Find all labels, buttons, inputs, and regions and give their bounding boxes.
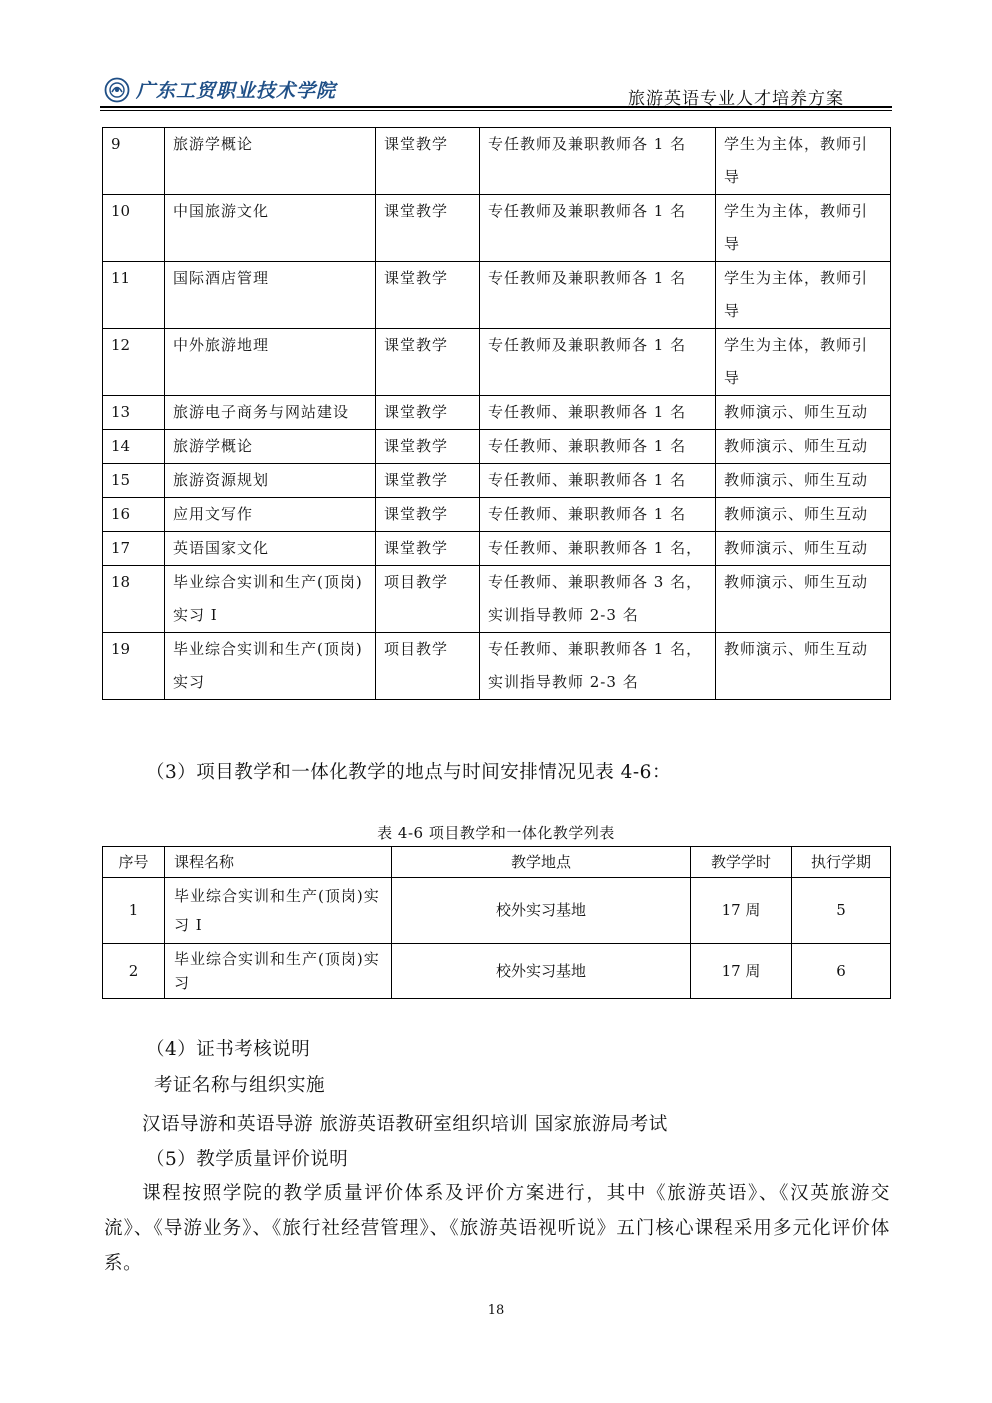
table-row [103, 195, 891, 262]
row-number: 17 [103, 532, 165, 566]
teaching-method: 项目教学 [376, 566, 480, 633]
table-row [103, 878, 891, 944]
course-name: 毕业综合实训和生产(顶岗)实习 I [165, 566, 376, 633]
teacher-allocation: 专任教师、兼职教师各 1 名 [480, 498, 716, 532]
header-location: 教学地点 [392, 847, 691, 878]
table-row [103, 396, 891, 430]
teaching-method: 课堂教学 [376, 430, 480, 464]
row-number: 2 [103, 944, 165, 999]
course-name: 应用文写作 [165, 498, 376, 532]
teaching-mode: 学生为主体，教师引导 [716, 329, 891, 396]
table-row [103, 430, 891, 464]
teaching-hours: 17 周 [691, 944, 792, 999]
teacher-allocation: 专任教师、兼职教师各 1 名 [480, 396, 716, 430]
row-number: 15 [103, 464, 165, 498]
section-4-subheading: 考证名称与组织实施 [154, 1075, 326, 1096]
course-name: 国际酒店管理 [165, 262, 376, 329]
row-number: 18 [103, 566, 165, 633]
table-row [103, 566, 891, 633]
teaching-method: 课堂教学 [376, 532, 480, 566]
school-emblem-icon [104, 77, 130, 103]
course-name: 毕业综合实训和生产(顶岗)实习 [165, 944, 392, 999]
teacher-allocation: 专任教师、兼职教师各 3 名，实训指导教师 2-3 名 [480, 566, 716, 633]
certificate-line: 汉语导游和英语导游 旅游英语教研室组织培训 国家旅游局考试 [142, 1114, 668, 1135]
header-hours: 教学学时 [691, 847, 792, 878]
school-logo [104, 76, 336, 103]
execution-term: 5 [792, 878, 891, 944]
header-term: 执行学期 [792, 847, 891, 878]
page-number: 18 [487, 1303, 505, 1318]
section-4-heading: （4）证书考核说明 [146, 1039, 311, 1060]
teacher-allocation: 专任教师及兼职教师各 1 名 [480, 329, 716, 396]
teaching-mode: 学生为主体，教师引导 [716, 262, 891, 329]
teaching-mode: 教师演示、师生互动 [716, 464, 891, 498]
table-row [103, 329, 891, 396]
section-5-body-text: 课程按照学院的教学质量评价体系及评价方案进行，其中《旅游英语》、《汉英旅游交流》、《导游业务》、《旅行社经营管理》、《旅游英语视听说》五门核心课程采用多元化评价体系。 [104, 1183, 890, 1274]
school-name: 广东工贸职业技术学院 [136, 80, 337, 102]
teacher-allocation: 专任教师及兼职教师各 1 名 [480, 128, 716, 195]
row-number: 10 [103, 195, 165, 262]
course-name: 中国旅游文化 [165, 195, 376, 262]
course-name: 旅游资源规划 [165, 464, 376, 498]
teaching-method: 课堂教学 [376, 329, 480, 396]
row-number: 14 [103, 430, 165, 464]
teaching-method: 课堂教学 [376, 464, 480, 498]
header-rule-thick [100, 106, 892, 108]
execution-term: 6 [792, 944, 891, 999]
table-row [103, 262, 891, 329]
header-course: 课程名称 [165, 847, 392, 878]
table-row [103, 633, 891, 700]
teacher-allocation: 专任教师、兼职教师各 1 名 [480, 430, 716, 464]
teaching-mode: 学生为主体，教师引导 [716, 195, 891, 262]
teaching-method: 课堂教学 [376, 262, 480, 329]
table-row [103, 532, 891, 566]
teaching-location: 校外实习基地 [392, 944, 691, 999]
table-row [103, 464, 891, 498]
teacher-allocation: 专任教师、兼职教师各 1 名，实训指导教师 2-3 名 [480, 633, 716, 700]
page-header [100, 70, 892, 108]
project-teaching-table [102, 846, 891, 999]
teaching-method: 课堂教学 [376, 195, 480, 262]
teaching-mode: 教师演示、师生互动 [716, 633, 891, 700]
row-number: 11 [103, 262, 165, 329]
teaching-mode: 教师演示、师生互动 [716, 396, 891, 430]
table-header-row [103, 847, 891, 878]
teaching-method: 课堂教学 [376, 498, 480, 532]
course-teaching-table [102, 127, 891, 700]
row-number: 9 [103, 128, 165, 195]
table-row [103, 498, 891, 532]
teacher-allocation: 专任教师及兼职教师各 1 名 [480, 262, 716, 329]
row-number: 13 [103, 396, 165, 430]
teaching-hours: 17 周 [691, 878, 792, 944]
table-row [103, 944, 891, 999]
course-name: 旅游电子商务与网站建设 [165, 396, 376, 430]
course-name: 毕业综合实训和生产(顶岗)实习 I [165, 878, 392, 944]
section-5-heading: （5）教学质量评价说明 [146, 1149, 349, 1170]
course-name: 英语国家文化 [165, 532, 376, 566]
section-3-heading: （3）项目教学和一体化教学的地点与时间安排情况见表 4-6： [146, 762, 671, 783]
row-number: 1 [103, 878, 165, 944]
teaching-mode: 教师演示、师生互动 [716, 430, 891, 464]
teaching-method: 课堂教学 [376, 396, 480, 430]
document-title: 旅游英语专业人才培养方案 [628, 89, 844, 109]
teaching-method: 项目教学 [376, 633, 480, 700]
teaching-location: 校外实习基地 [392, 878, 691, 944]
section-5-body [104, 1176, 890, 1281]
teacher-allocation: 专任教师、兼职教师各 1 名 [480, 464, 716, 498]
teacher-allocation: 专任教师及兼职教师各 1 名 [480, 195, 716, 262]
row-number: 19 [103, 633, 165, 700]
teaching-mode: 教师演示、师生互动 [716, 498, 891, 532]
course-name: 旅游学概论 [165, 430, 376, 464]
teaching-method: 课堂教学 [376, 128, 480, 195]
course-name: 旅游学概论 [165, 128, 376, 195]
course-name: 中外旅游地理 [165, 329, 376, 396]
table-caption: 表 4-6 项目教学和一体化教学列表 [377, 824, 615, 842]
row-number: 12 [103, 329, 165, 396]
teaching-mode: 学生为主体，教师引导 [716, 128, 891, 195]
teaching-mode: 教师演示、师生互动 [716, 532, 891, 566]
row-number: 16 [103, 498, 165, 532]
teaching-mode: 教师演示、师生互动 [716, 566, 891, 633]
header-rule-thin [100, 110, 892, 111]
table-row [103, 128, 891, 195]
header-no: 序号 [103, 847, 165, 878]
teacher-allocation: 专任教师、兼职教师各 1 名， [480, 532, 716, 566]
course-name: 毕业综合实训和生产(顶岗)实习 [165, 633, 376, 700]
